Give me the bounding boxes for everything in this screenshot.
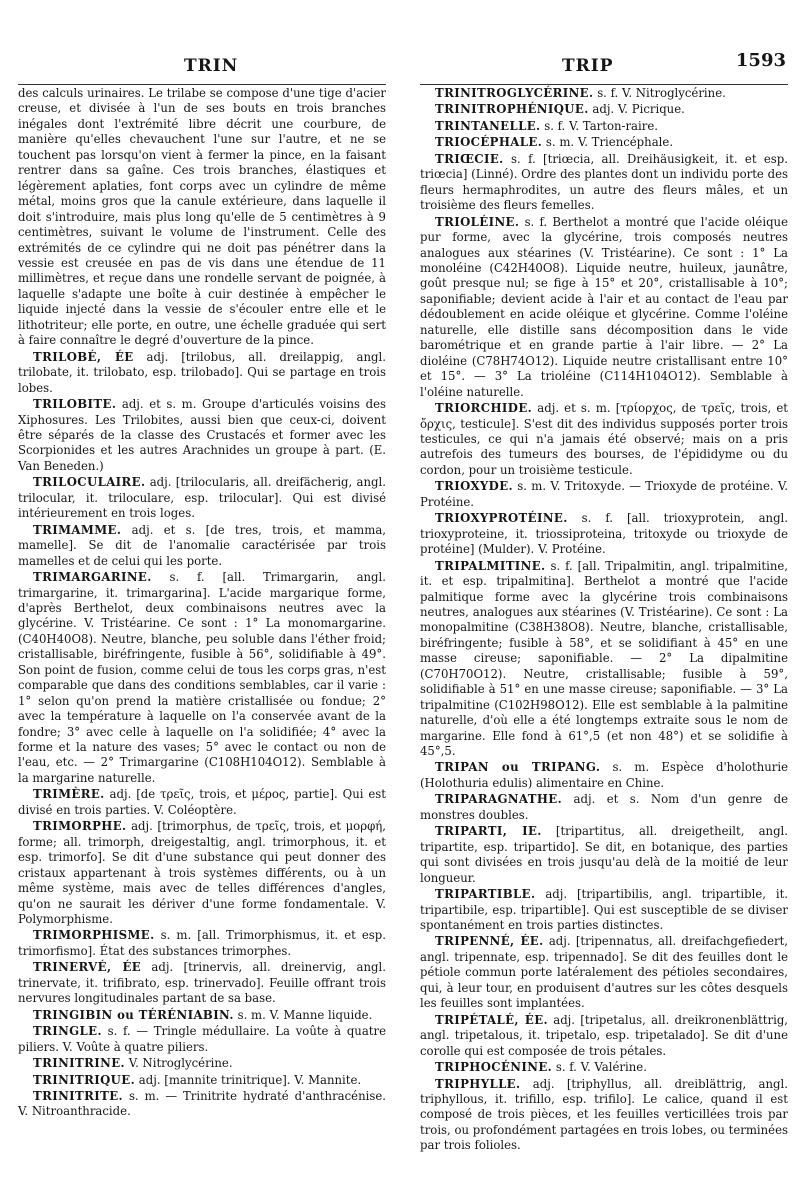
entry-headword: TRIPALMITINE.	[435, 558, 546, 573]
entry-headword: TRIMÈRE.	[33, 787, 105, 802]
entry-text: [tripartitus, all. dreigetheilt, angl. tripartite, esp. tripartido]. Se dit, en botanique, des parties qui sont divisées en trois jusqu'au delà de la moitié de leur longueur.	[420, 824, 789, 885]
entry-headword: TRINITROGLYCÉRINE.	[435, 86, 594, 100]
dictionary-entry	[18, 397, 386, 474]
entry-headword: TRIPHYLLE.	[435, 1076, 521, 1091]
entry-text: s. f. Berthelot a montré que l'acide oléique pur forme, avec la glycérine, trois composés neutres analogues aux stéarines (V. Tristéarine). Ce sont : 1° La monoléine (C42H40O8). Liquide neutre, huileux, jaunâtre, goût presque nul; se fige à 15° et 20°, cristallisable à 10°; saponifiable; devient acide à l'air et au contact de l'eau par dédoublement en acide oléique et glycérine. Comme l'oléine naturelle, elle distille sans décomposition dans le vide barométrique et en grande partie à l'air libre. — 2° La dioléine (C78H74O12). Liquide neutre cristallisant entre 10° et 15°. — 3° La trioléine (C114H104O12). Semblable à l'oléine naturelle.	[420, 214, 788, 399]
entry-text: s. f. V. Tarton-raire.	[544, 118, 658, 133]
dictionary-entry	[420, 215, 788, 400]
entry-headword: TRIPARTI, IE.	[435, 824, 542, 839]
entry-headword: TRIŒCIE.	[435, 151, 504, 166]
entry-text: s. m. V. Manne liquide.	[237, 1007, 373, 1022]
right-column	[420, 86, 788, 1155]
entry-text: s. m. V. Triencéphale.	[545, 135, 674, 150]
entry-text: adj. V. Picrique.	[592, 102, 685, 117]
entry-headword: TRIMORPHE.	[33, 819, 127, 834]
entry-headword: TRINITRITE.	[33, 1089, 123, 1103]
dictionary-entry	[420, 1077, 788, 1154]
entry-headword: TRIPHOCÉNINE.	[435, 1060, 553, 1075]
entry-headword: TRIMORPHISME.	[33, 928, 155, 943]
dictionary-entry	[18, 523, 386, 569]
entry-text: s. f. — Tringle médullaire. La voûte à quatre piliers. V. Voûte à quatre piliers.	[18, 1024, 386, 1054]
entry-text: s. m. V. Tritoxyde. — Trioxyde de protéine. V. Protéine.	[420, 479, 788, 509]
entry-headword: TRILOBITE.	[33, 397, 117, 412]
entry-headword: TRIOXYPROTÉINE.	[435, 511, 568, 526]
dictionary-entry	[420, 102, 788, 117]
entry-text: adj. et s. Nom d'un genre de monstres doubles.	[420, 792, 789, 822]
entry-text: des calculs urinaires. Le trilabe se compose d'une tige d'acier creuse, et divisée à l'un de ses bouts en trois branches inégales dont l'extrémité libre décrit une courbure, de manière qu'elles chevauchent l'une sur l'autre, et ne se touchent pas lorsqu'on vient à fermer la pince, en la faisant rentrer dans sa gaîne. Ces trois branches, élastiques et légèrement aplaties, font corps avec un cylindre de même métal, moins gros que la canule extérieure, dans laquelle il doit s'introduire, mais plus long qu'elle de 5 centimètres à 9 centimètres, suivant le volume de l'instrument. Celle des extrémités de ce cylindre qui ne doit pas pénétrer dans la vessie est creusée en pas de vis dans une étendue de 11 millimètres, et reçue dans une rondelle servant de poignée, à laquelle s'adapte une boîte à cuir destinée à empêcher le liquide injecté dans la vessie de s'écouler entre elle et le lithotriteur; elle porte, en outre, une échelle graduée qui sert à faire connaître le degré d'ouverture de la pince.	[18, 86, 386, 348]
entry-headword: TRINGIBIN ou TÉRÉNIABIN.	[33, 1007, 234, 1022]
entry-text: adj. [tripartibilis, angl. tripartible, it. tripartibile, esp. tripartible]. Qui est susceptible de se diviser spontanément en trois parties distinctes.	[420, 887, 788, 933]
dictionary-entry	[420, 887, 788, 933]
entry-headword: TRIMAMME.	[33, 522, 122, 537]
dictionary-entry	[18, 570, 386, 786]
entry-headword: TRIPARTIBLE.	[435, 887, 536, 902]
dictionary-entry	[420, 119, 788, 134]
entry-text: adj. et s. m. [τρίορχος, de τρεῖς, trois, et ὄρχις, testicule]. S'est dit des individus supposés porter trois testicules, ce qui n'a jamais été observé; mais on a pris autrefois des tumeurs des bourses, de l'épididyme ou du cordon, pour un troisième testicule.	[420, 401, 789, 477]
entry-text: s. m. — Trinitrite hydraté d'anthracénise. V. Nitroanthracide.	[18, 1089, 386, 1119]
dictionary-entry	[18, 1056, 386, 1071]
dictionary-entry	[420, 401, 788, 478]
running-head-right: TRIP	[562, 56, 614, 76]
dictionary-entry	[420, 792, 788, 823]
entry-text: s. m. Espèce d'holothurie (Holothuria edulis) alimentaire en Chine.	[420, 760, 788, 790]
entry-text: s. f. V. Valérine.	[555, 1060, 647, 1075]
entry-headword: TRINERVÉ, ÉE	[33, 960, 142, 975]
entry-headword: TRILOCULAIRE.	[33, 475, 146, 490]
entry-text: adj. [de τρεῖς, trois, et μέρος, partie]. Qui est divisé en trois parties. V. Coléoptère.	[18, 787, 387, 817]
entry-headword: TRIPENNÉ, ÉE.	[435, 934, 544, 949]
entry-text: s. f. [triœcia, all. Dreihäusigkeit, it. et esp. triœcia] (Linné). Ordre des plantes dont un individu porte des fleurs hermaphrodites, un autre des fleurs mâles, et un troisième des fleurs femelles.	[420, 151, 789, 213]
dictionary-entry	[18, 1073, 386, 1088]
entry-text: s. f. [all. Tripalmitin, angl. tripalmitine, it. et esp. tripalmitina]. Berthelot a montré que l'acide palmitique forme avec la glycérine trois combinaisons neutres, analogues aux stéarines (V. Tristéarine). Ce sont : La monopalmitine (C38H38O8). Neutre, blanche, cristallisable, biréfringente; fusible à 58°, et se solidifiant à 45° en une masse cireuse; saponifiable. — 2° La dipalmitine (C70H70O12). Neutre, cristallisable; fusible à 59°, solidifiable à 51° en une masse cireuse; saponifiable. — 3° La tripalmitine (C102H98O12). Elle est semblable à la palmitine naturelle, d'où elle a été longtemps extraite sous le nom de margarine. Elle fond à 61°,5 (et non 48°) et se solidifie à 45°,5.	[420, 558, 789, 759]
dictionary-entry	[18, 1008, 386, 1023]
header-rule-right	[420, 84, 788, 85]
dictionary-entry	[18, 86, 386, 349]
entry-text: adj. [tripennatus, all. dreifachgefiedert, angl. tripennate, esp. tripennado]. Se dit des feuilles dont le pétiole commun porte latéralement des pétioles secondaires, qui, à leur tour, en produisent d'autres sur les côtes desquels les feuilles sont implantées.	[420, 934, 788, 1011]
dictionary-entry	[18, 819, 386, 927]
dictionary-entry	[18, 1024, 386, 1055]
entry-text: V. Nitroglycérine.	[128, 1056, 233, 1071]
entry-headword: TRIOCÉPHALE.	[435, 135, 543, 150]
entry-headword: TRIORCHIDE.	[435, 401, 533, 416]
entry-headword: TRIPÉTALÉ, ÉE.	[435, 1012, 548, 1027]
entry-text: adj. [mannite trinitrique]. V. Mannite.	[138, 1072, 362, 1087]
entry-text: adj. [trimorphus, de τρεῖς, trois, et μορφή, forme; all. trimorph, dreigestaltig, angl. trimorphous, it. et esp. trimorfo]. Se dit d'une substance qui peut donner des cristaux appartenant à trois systèmes différents, ou à un même système, mais avec de telles différences d'angles, qu'on ne saurait les dériver d'une forme fondamentale. V. Polymorphisme.	[18, 819, 386, 927]
entry-headword: TRIPAN ou TRIPANG.	[435, 760, 601, 775]
dictionary-entry	[420, 934, 788, 1011]
entry-headword: TRIPARAGNATHE.	[435, 792, 563, 807]
running-head-left: TRIN	[184, 56, 239, 76]
entry-text: s. f. [all. trioxyprotein, angl. trioxyproteine, it. triossiproteina, tritoxyde ou trioxyde de protéine] (Mulder). V. Protéine.	[420, 511, 789, 557]
dictionary-entry	[18, 960, 386, 1006]
entry-headword: TRINITRIQUE.	[33, 1072, 136, 1087]
entry-text: s. m. [all. Trimorphismus, it. et esp. trimorfismo]. État des substances trimorphes.	[18, 928, 386, 958]
entry-headword: TRINITRINE.	[33, 1056, 125, 1071]
dictionary-entry	[420, 86, 788, 101]
entry-headword: TRILOBÉ, ÉE	[33, 349, 134, 364]
dictionary-entry	[420, 760, 788, 791]
entry-text: s. f. V. Nitroglycérine.	[597, 86, 726, 100]
dictionary-entry	[420, 1013, 788, 1059]
entry-text: adj. et s. m. Groupe d'articulés voisins des Xiphosures. Les Trilobites, aussi bien que ceux-ci, doivent être séparés de la classe des Crustacés et former avec les Scorpionides et les autres Arachnides un groupe à part. (E. Van Beneden.)	[18, 397, 386, 473]
entry-headword: TRIOXYDE.	[435, 479, 513, 494]
header-rule-left	[18, 84, 386, 85]
entry-headword: TRINTANELLE.	[435, 118, 541, 133]
entry-text: adj. [tripetalus, all. dreikronenblättrig, angl. tripetalous, it. tripetalo, esp. tripetalado]. Se dit d'une corolle qui est composée de trois pétales.	[420, 1012, 789, 1058]
entry-text: adj. [trilobus, all. dreilappig, angl. trilobate, it. trilobato, esp. trilobado]. Qui se partage en trois lobes.	[18, 349, 386, 395]
entry-headword: TRINGLE.	[33, 1024, 102, 1039]
dictionary-entry	[420, 135, 788, 150]
dictionary-entry	[18, 475, 386, 521]
entry-text: adj. [trilocularis, all. dreifächerig, angl. trilocular, it. triloculare, esp. trilocular]. Qui est divisé intérieurement en trois loges.	[18, 475, 386, 521]
entry-headword: TRIMARGARINE.	[33, 570, 152, 585]
dictionary-entry	[420, 511, 788, 557]
dictionary-entry	[18, 350, 386, 396]
left-column	[18, 86, 386, 1121]
page-number: 1593	[735, 50, 786, 71]
entry-text: adj. [trinervis, all. dreinervig, angl. trinervate, it. trifibrato, esp. trinervado]. Feuille offrant trois nervures longitudinales partant de sa base.	[18, 960, 386, 1006]
entry-headword: TRIOLÉINE.	[435, 214, 520, 229]
dictionary-entry	[420, 152, 788, 214]
entry-text: adj. [triphyllus, all. dreiblättrig, angl. triphyllous, it. trifillo, esp. trifilo]. Le calice, quand il est composé de trois pièces, et les feuilles verticillées trois par trois, ou profondément partagées en trois lobes, ou terminées par trois folioles.	[420, 1076, 789, 1153]
dictionary-entry	[420, 559, 788, 760]
entry-text: adj. et s. [de tres, trois, et mamma, mamelle]. Se dit de l'anomalie caractérisée par trois mamelles et de celui qui les porte.	[18, 522, 387, 568]
dictionary-entry	[420, 479, 788, 510]
dictionary-entry	[18, 928, 386, 959]
entry-headword: TRINITROPHÉNIQUE.	[435, 102, 589, 117]
dictionary-entry	[420, 1060, 788, 1075]
entry-text: s. f. [all. Trimargarin, angl. trimargarine, it. trimargarina]. L'acide margarique forme, d'après Berthelot, deux combinaisons neutres avec la glycérine. V. Tristéarine. Ce sont : 1° La monomargarine. (C40H40O8). Neutre, blanche, peu soluble dans l'éther froid; cristallisable, biréfringente, fusible à 56°, solidifiable à 49°. Son point de fusion, comme celui de tous les corps gras, n'est comparable que dans des conditions semblables, car il varie : 1° selon qu'on prend la matière cristallisée ou fondue; 2° avec la température à laquelle on l'a conservée avant de la fondre; 3° avec celle à laquelle on l'a solidifiée; 4° avec la forme et la nature des vases; 5° avec le contact ou non de l'eau, etc. — 2° Trimargarine (C108H104O12). Semblable à la margarine naturelle.	[18, 570, 386, 785]
dictionary-entry	[18, 787, 386, 818]
dictionary-entry	[18, 1089, 386, 1120]
dictionary-entry	[420, 824, 788, 886]
